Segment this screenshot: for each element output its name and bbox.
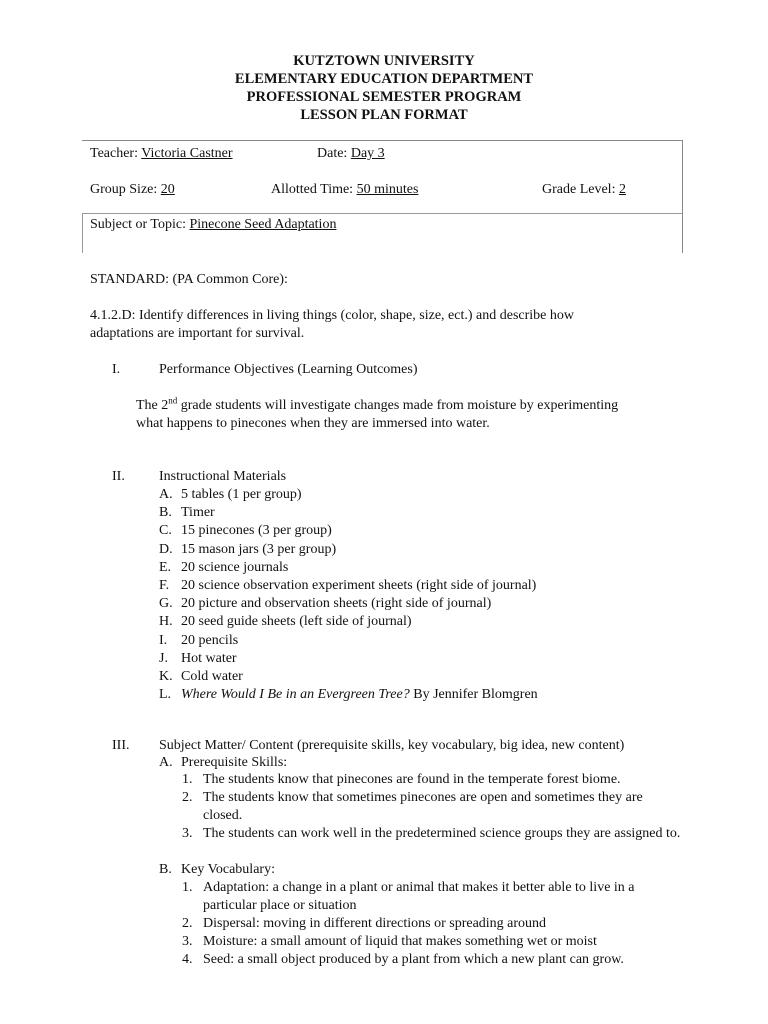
list-item: 3. Moisture: a small amount of liquid that makes something wet or moist: [182, 934, 597, 949]
objective-text: [136, 397, 618, 433]
objective-text-start: The 2: [136, 398, 169, 413]
teacher-value: Victoria Castner: [141, 146, 233, 161]
objective-text-rest: grade students will investigate changes made from moisture by experimenting: [177, 398, 619, 413]
standard-text: [90, 307, 650, 343]
list-item: I. 20 pencils: [159, 632, 239, 648]
date-value: Day 3: [350, 146, 385, 161]
list-item: G. 20 picture and observation sheets (right side of journal): [159, 596, 492, 612]
vocabulary-marker: B.: [159, 862, 172, 877]
allotted-time-field: [271, 181, 418, 199]
university-name: KUTZTOWN UNIVERSITY: [293, 53, 475, 69]
list-item: E. 20 science journals: [159, 559, 289, 575]
list-item: F. 20 science observation experiment sheets (right side of journal): [159, 577, 537, 593]
list-item: H. 20 seed guide sheets (left side of journal): [159, 614, 412, 630]
group-size-value: 20: [160, 182, 175, 197]
standard-line-2: adaptations are important for survival.: [90, 326, 305, 341]
section-2-title: Instructional Materials: [159, 469, 287, 484]
section-1-numeral: I.: [112, 362, 121, 377]
group-size-label: Group Size:: [90, 182, 158, 197]
teacher-label: Teacher:: [90, 146, 138, 161]
list-item: D. 15 mason jars (3 per group): [159, 541, 337, 557]
subject-field: [90, 216, 336, 234]
subject-value: Pinecone Seed Adaptation: [189, 217, 337, 232]
allotted-time-label: Allotted Time:: [271, 182, 354, 197]
list-item: 1. Adaptation: a change in a plant or animal that makes it better able to live in a particular place or situation: [182, 880, 635, 913]
prerequisite-title: Prerequisite Skills:: [181, 755, 288, 770]
list-item: 2. Dispersal: moving in different directions or spreading around: [182, 916, 547, 931]
prerequisite-marker: A.: [159, 755, 173, 770]
section-2-numeral: II.: [112, 469, 125, 484]
grade-level-label: Grade Level:: [542, 182, 616, 197]
objective-text-line-2: what happens to pinecones when they are immersed into water.: [136, 416, 490, 431]
list-item: A. 5 tables (1 per group): [159, 487, 302, 502]
section-1-title: Performance Objectives (Learning Outcomes): [159, 362, 418, 377]
objective-ordinal: nd: [168, 395, 178, 406]
allotted-time-value: 50 minutes: [356, 182, 419, 197]
list-item: 1. The students know that pinecones are found in the temperate forest biome.: [182, 772, 621, 787]
teacher-field: [90, 145, 233, 163]
list-item: 3. The students can work well in the predetermined science groups they are assigned to.: [182, 826, 681, 841]
standard-line-1: 4.1.2.D: Identify differences in living things (color, shape, size, ect.) and describe how: [90, 308, 574, 323]
list-item: J. Hot water: [159, 650, 237, 666]
book-author: By Jennifer Blomgren: [409, 687, 538, 703]
list-item: 2. The students know that sometimes pinecones are open and sometimes they are closed.: [182, 790, 643, 823]
program-name: PROFESSIONAL SEMESTER PROGRAM: [246, 89, 522, 105]
info-divider: [82, 213, 682, 214]
subject-box-border: [82, 213, 83, 253]
materials-list: [159, 486, 538, 704]
section-3-numeral: III.: [112, 738, 130, 753]
vocabulary-list: [182, 879, 682, 969]
book-list-item: L. Where Would I Be in an Evergreen Tree? By Jennifer Blomgren: [159, 687, 538, 703]
group-size-field: [90, 181, 175, 199]
subject-label: Subject or Topic:: [90, 217, 186, 232]
list-item: 4. Seed: a small object produced by a plant from which a new plant can grow.: [182, 952, 624, 967]
date-label: Date:: [317, 146, 348, 161]
vocabulary-title: Key Vocabulary:: [181, 862, 275, 877]
grade-level-value: 2: [618, 182, 626, 197]
department-name: ELEMENTARY EDUCATION DEPARTMENT: [234, 71, 534, 87]
document-title: LESSON PLAN FORMAT: [300, 107, 468, 123]
section-3-title: Subject Matter/ Content (prerequisite skills, key vocabulary, big idea, new content): [159, 738, 625, 753]
date-field: [317, 145, 385, 163]
list-item: K. Cold water: [159, 668, 243, 684]
document-header: [0, 52, 768, 124]
list-item: B. Timer: [159, 505, 215, 521]
book-title: Where Would I Be in an Evergreen Tree?: [181, 687, 410, 703]
standard-heading: STANDARD: (PA Common Core):: [90, 272, 288, 287]
prerequisite-list: [182, 771, 682, 843]
list-item: C. 15 pinecones (3 per group): [159, 523, 332, 539]
grade-level-field: [542, 181, 626, 199]
